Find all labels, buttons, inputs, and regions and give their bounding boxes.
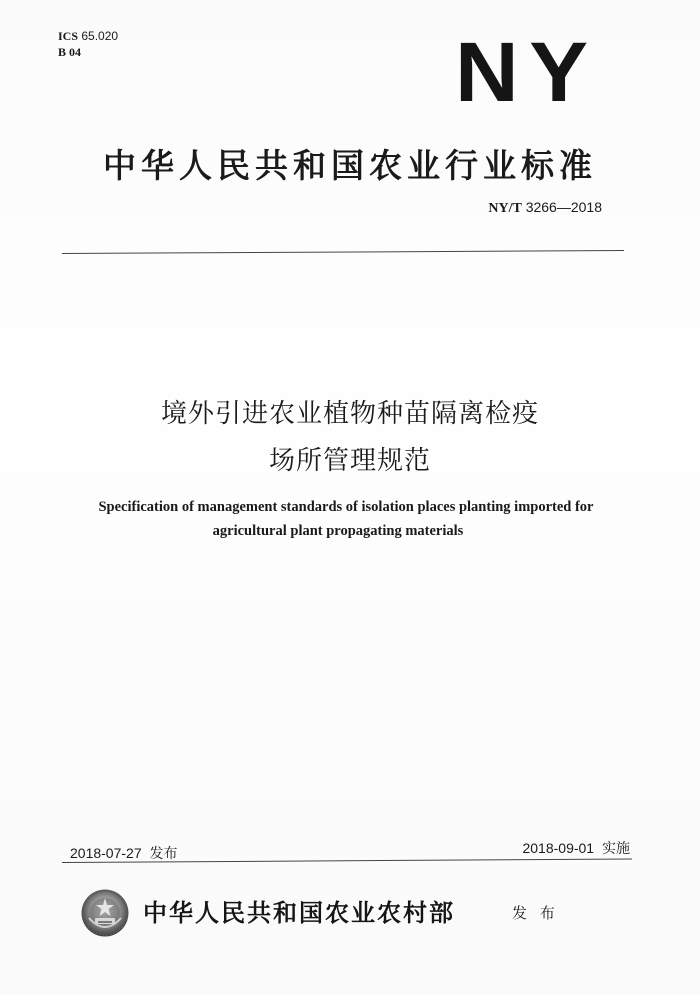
publish-label: 发 布 <box>512 904 559 922</box>
ccs-code: B 04 <box>58 45 82 59</box>
issue-date: 2018-07-27 <box>70 845 142 861</box>
standard-number <box>488 199 602 217</box>
standard-number-value: 3266—2018 <box>525 199 602 215</box>
implement-date-block <box>522 838 630 858</box>
publisher-name: 中华人民共和国农业农村部 <box>143 898 455 927</box>
ny-logo: NY <box>455 25 599 119</box>
ics-label: ICS <box>58 29 79 43</box>
standard-number-prefix: NY/T <box>488 201 522 216</box>
standard-type-heading: 中华人民共和国农业行业标准 <box>103 146 597 185</box>
title-en-line1: Specification of management standards of isolation places planting imported for <box>98 499 594 515</box>
issue-date-block <box>70 843 178 863</box>
title-cn-line2: 场所管理规范 <box>268 446 431 476</box>
classification-codes <box>58 28 118 60</box>
implement-date: 2018-09-01 <box>522 840 595 856</box>
top-divider <box>62 250 624 254</box>
national-emblem-icon <box>80 888 130 938</box>
title-en-line2: agricultural plant propagating materials <box>212 523 464 539</box>
title-cn-line1: 境外引进农业植物种苗隔离检疫 <box>160 399 539 429</box>
ics-code: 65.020 <box>81 29 119 43</box>
implement-label: 实施 <box>602 841 630 857</box>
issue-label: 发布 <box>149 846 178 862</box>
